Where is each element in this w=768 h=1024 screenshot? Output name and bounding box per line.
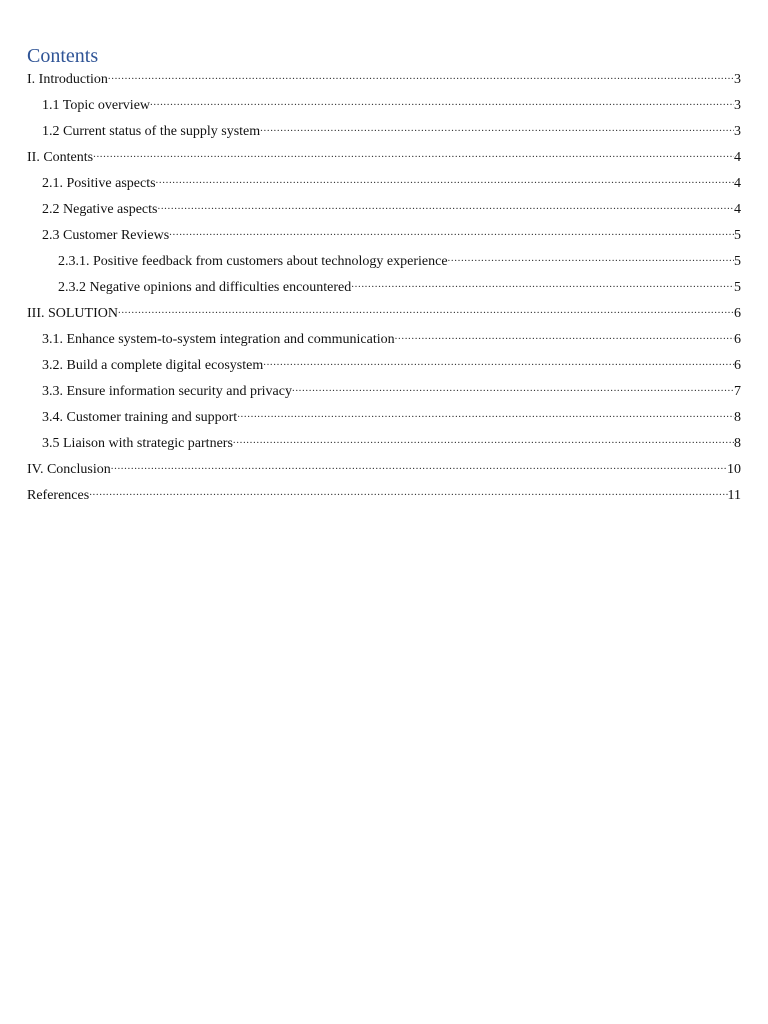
toc-dot-leader (260, 121, 734, 135)
toc-entry-label: 2.3 Customer Reviews (42, 228, 170, 243)
toc-entry-label: 3.4. Customer training and support (42, 410, 238, 425)
toc-entry-page-number: 10 (727, 462, 741, 477)
toc-dot-leader (111, 459, 727, 473)
toc-dot-leader (292, 381, 734, 395)
toc-entry-page-number: 8 (734, 410, 741, 425)
toc-entry[interactable] (27, 95, 741, 121)
toc-entry-page-number: 5 (734, 280, 741, 295)
toc-entry[interactable] (27, 251, 741, 277)
table-of-contents (27, 69, 741, 511)
toc-entry-label: II. Contents (27, 150, 94, 165)
toc-dot-leader (237, 407, 734, 421)
toc-title: Contents (27, 45, 99, 67)
toc-entry-label: 1.2 Current status of the supply system (42, 124, 261, 139)
toc-entry-page-number: 4 (734, 150, 741, 165)
toc-entry[interactable] (27, 407, 741, 433)
toc-entry[interactable] (27, 173, 741, 199)
toc-entry-label: References (27, 488, 90, 503)
toc-entry-page-number: 3 (734, 98, 741, 113)
toc-entry[interactable] (27, 225, 741, 251)
toc-entry-page-number: 8 (734, 436, 741, 451)
toc-entry-page-number: 4 (734, 202, 741, 217)
toc-entry[interactable] (27, 355, 741, 381)
toc-entry[interactable] (27, 277, 741, 303)
toc-entry-label: 3.5 Liaison with strategic partners (42, 436, 233, 451)
toc-entry-label: 1.1 Topic overview (42, 98, 151, 113)
toc-entry[interactable] (27, 147, 741, 173)
toc-entry-page-number: 6 (734, 358, 741, 373)
toc-entry-page-number: 7 (734, 384, 741, 399)
toc-entry[interactable] (27, 459, 741, 485)
toc-entry[interactable] (27, 121, 741, 147)
toc-entry-page-number: 3 (734, 124, 741, 139)
toc-entry[interactable] (27, 485, 741, 511)
toc-entry-label: 2.2 Negative aspects (42, 202, 158, 217)
toc-entry[interactable] (27, 69, 741, 95)
toc-entry-label: I. Introduction (27, 72, 108, 87)
toc-entry-label: 2.3.2 Negative opinions and difficulties encountered (58, 280, 352, 295)
toc-entry-page-number: 11 (727, 488, 741, 503)
toc-entry-label: IV. Conclusion (27, 462, 111, 477)
toc-entry-label: 2.3.1. Positive feedback from customers about technology experience (58, 254, 448, 269)
toc-entry[interactable] (27, 303, 741, 329)
toc-entry-page-number: 5 (734, 254, 741, 269)
toc-dot-leader (233, 433, 734, 447)
toc-dot-leader (108, 69, 734, 83)
toc-entry[interactable] (27, 329, 741, 355)
toc-dot-leader (118, 303, 734, 317)
document-page (27, 44, 741, 511)
toc-dot-leader (157, 199, 734, 213)
toc-entry-page-number: 3 (734, 72, 741, 87)
toc-entry-page-number: 6 (734, 332, 741, 347)
toc-dot-leader (93, 147, 734, 161)
toc-entry-page-number: 4 (734, 176, 741, 191)
toc-entry[interactable] (27, 433, 741, 459)
toc-entry-label: 2.1. Positive aspects (42, 176, 156, 191)
toc-dot-leader (169, 225, 734, 239)
toc-entry-label: 3.3. Ensure information security and privacy (42, 384, 292, 399)
toc-entry[interactable] (27, 199, 741, 225)
toc-entry-label: III. SOLUTION (27, 306, 118, 321)
toc-dot-leader (89, 485, 727, 499)
toc-dot-leader (351, 277, 734, 291)
toc-entry[interactable] (27, 381, 741, 407)
toc-entry-label: 3.2. Build a complete digital ecosystem (42, 358, 264, 373)
toc-entry-label: 3.1. Enhance system-to-system integration and communication (42, 332, 395, 347)
toc-dot-leader (150, 95, 734, 109)
toc-dot-leader (395, 329, 734, 343)
toc-dot-leader (448, 251, 734, 265)
toc-entry-page-number: 5 (734, 228, 741, 243)
toc-dot-leader (156, 173, 734, 187)
toc-dot-leader (263, 355, 734, 369)
toc-entry-page-number: 6 (734, 306, 741, 321)
